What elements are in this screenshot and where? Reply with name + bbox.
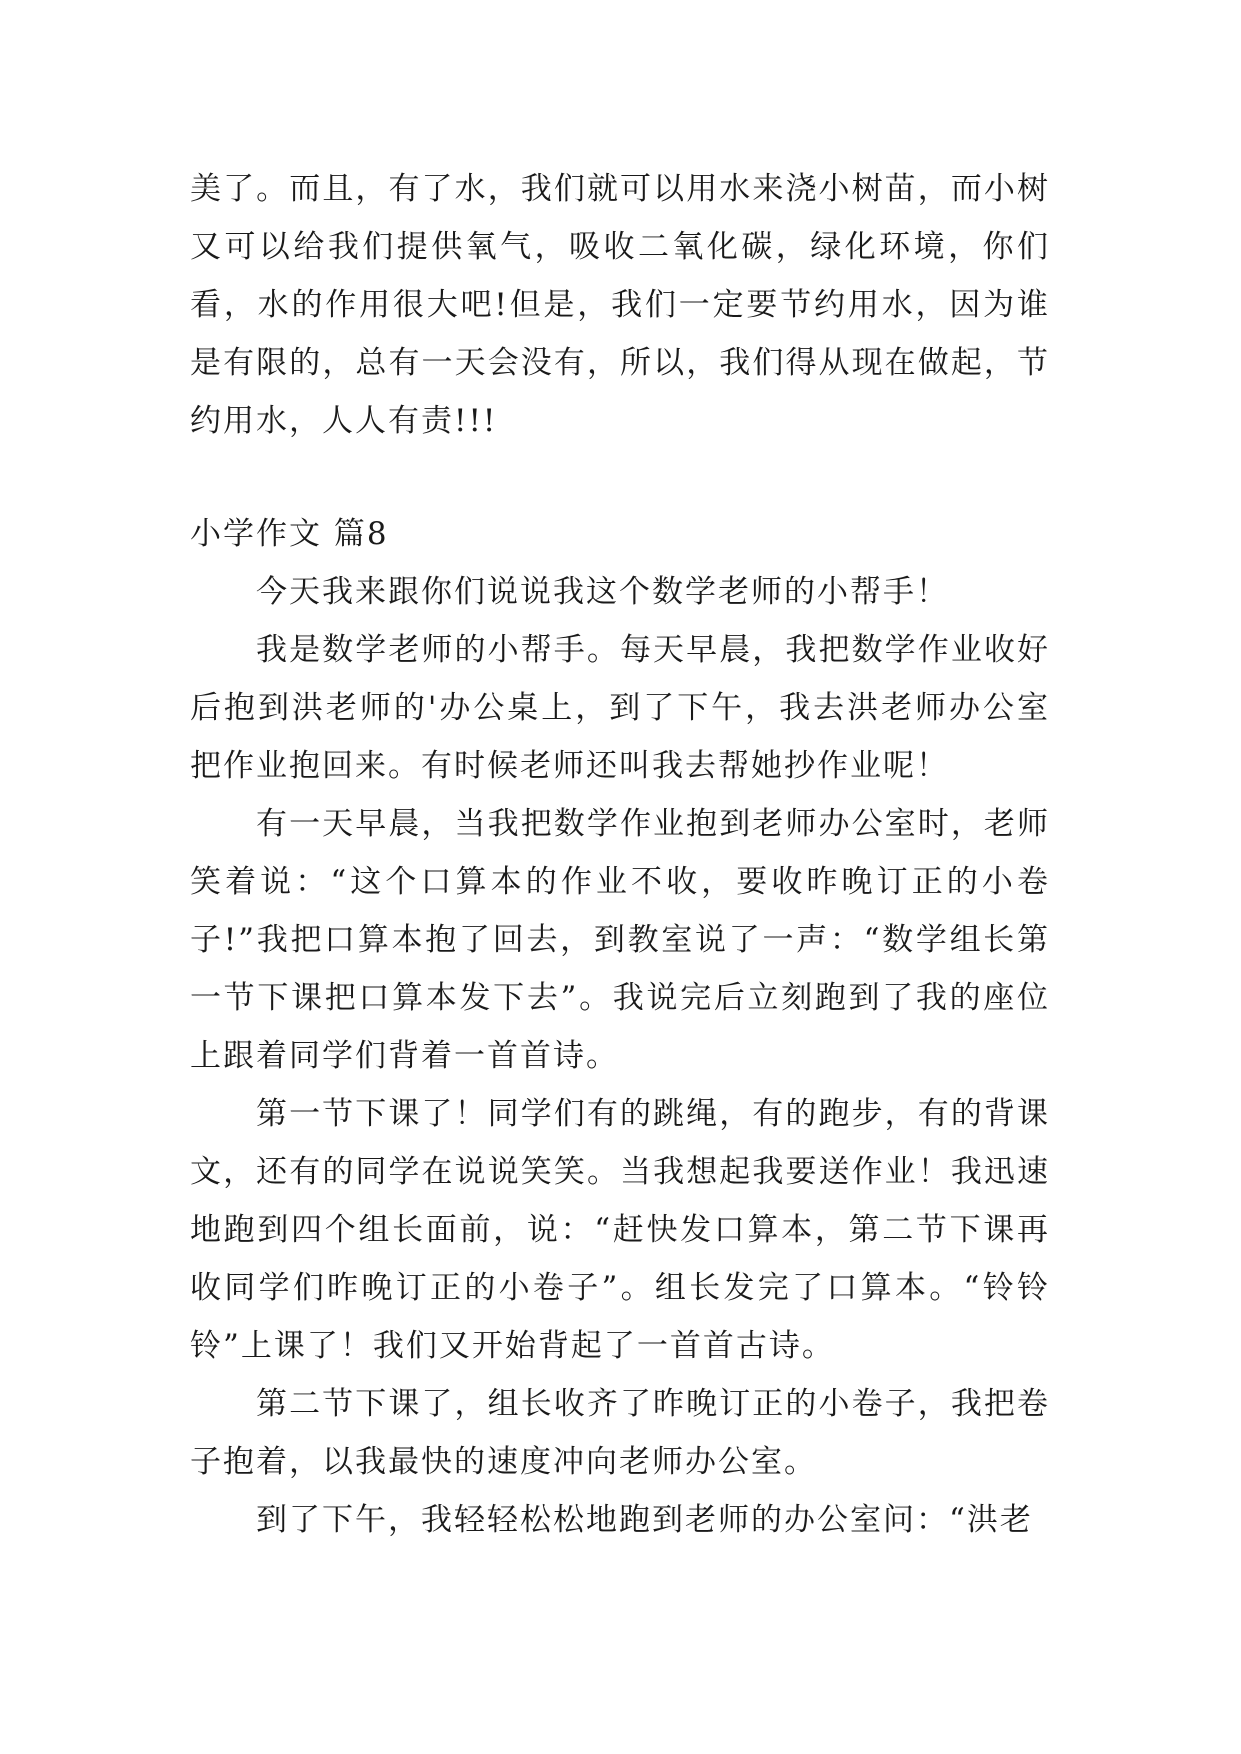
intro-paragraph: 美了。而且，有了水，我们就可以用水来浇小树苗，而小树又可以给我们提供氧气，吸收二氧化碳，绿化环境，你们看，水的作用很大吧!但是，我们一定要节约用水，因为谁是有限的，总有一天会没有，所以，我们得从现在做起，节约用水，人人有责!!! bbox=[190, 171, 1050, 439]
paragraph-4: 第一节下课了！同学们有的跳绳，有的跑步，有的背课文，还有的同学在说说笑笑。当我想起我要送作业！我迅速地跑到四个组长面前，说：“赶快发口算本，第二节下课再收同学们昨晚订正的小卷子”。组长发完了口算本。“铃铃铃”上课了！我们又开始背起了一首首古诗。 bbox=[190, 1096, 1050, 1364]
essay-section bbox=[190, 505, 1050, 1549]
intro-block bbox=[190, 160, 1050, 450]
paragraph-1: 今天我来跟你们说说我这个数学老师的小帮手！ bbox=[256, 574, 949, 610]
paragraph-2: 我是数学老师的小帮手。每天早晨，我把数学作业收好后抱到洪老师的'办公桌上，到了下午，我去洪老师办公室把作业抱回来。有时候老师还叫我去帮她抄作业呢！ bbox=[190, 632, 1050, 784]
section-heading: 小学作文 篇8 bbox=[190, 516, 389, 552]
paragraph-5: 第二节下课了，组长收齐了昨晚订正的小卷子，我把卷子抱着，以我最快的速度冲向老师办公室。 bbox=[190, 1386, 1050, 1480]
paragraph-6: 到了下午，我轻轻松松地跑到老师的办公室问：“洪老 bbox=[256, 1502, 1033, 1538]
paragraph-3: 有一天早晨，当我把数学作业抱到老师办公室时，老师笑着说：“这个口算本的作业不收，要收昨晚订正的小卷子!”我把口算本抱了回去，到教室说了一声：“数学组长第一节下课把口算本发下去”。我说完后立刻跑到了我的座位上跟着同学们背着一首首诗。 bbox=[190, 806, 1050, 1074]
